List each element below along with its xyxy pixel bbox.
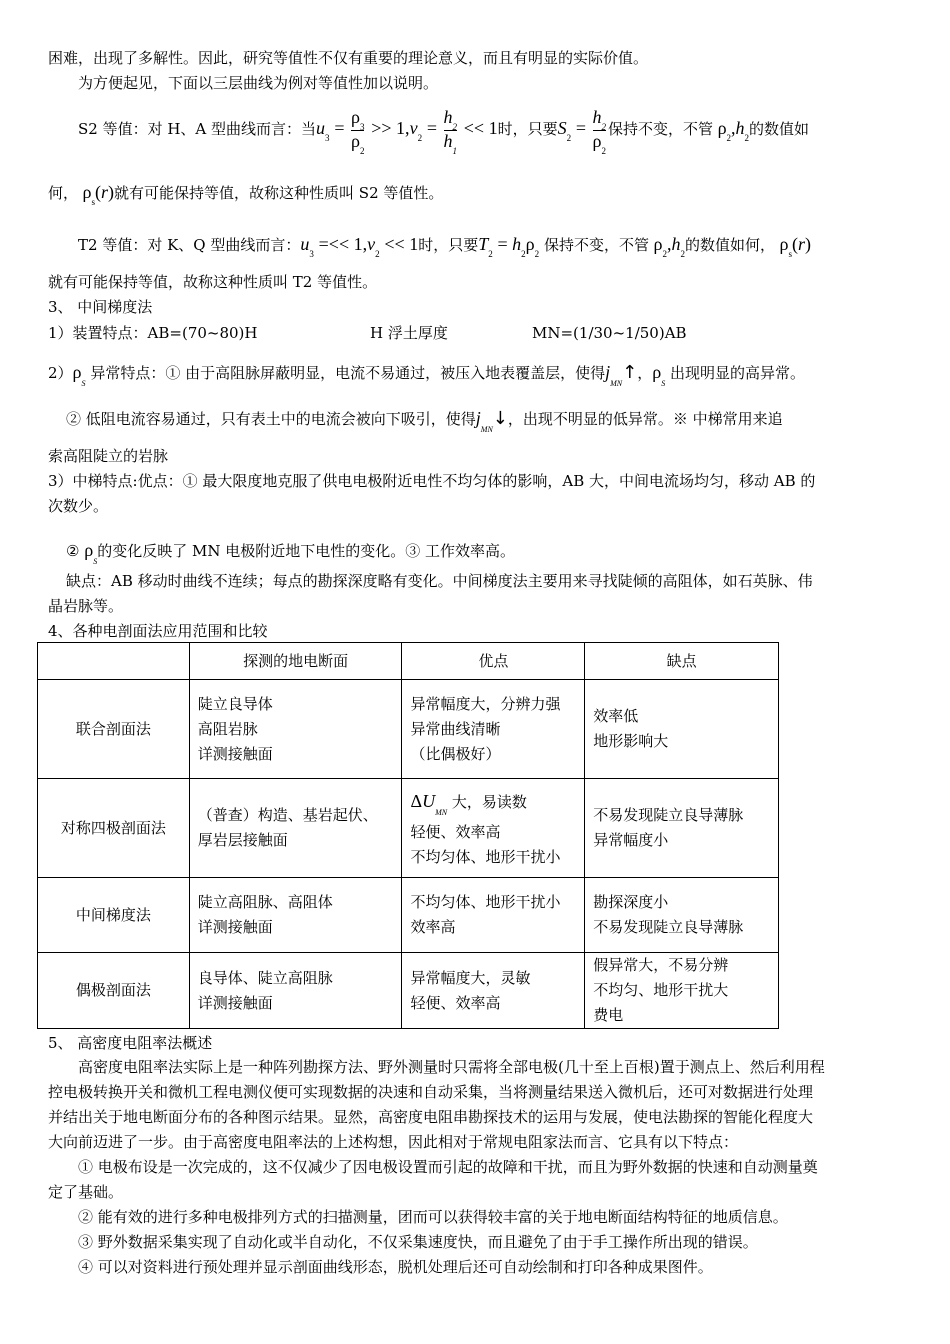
section-cell: 陡立良导体 高阻岩脉 详测接触面 [189,680,402,779]
method-cell: 偶极剖面法 [38,953,190,1029]
gradient-features-line-2: 次数少。 [48,497,109,515]
pros-cell: 异常幅度大，分辨力强 异常曲线清晰 （比偶极好） [402,680,585,779]
feature-item-1: ① 电极布设是一次完成的，这不仅减少了因电极设置而引起的故障和干扰，而且为野外数据的快速和自动测量奠 [78,1158,818,1176]
feature-item-3: ③ 野外数据采集实现了自动化或半自动化，不仅采集速度快，而且避免了由于手工操作所出现的错误。 [78,1233,758,1251]
section-cell: 陡立高阻脉、高阻体 详测接触面 [189,878,402,953]
cons-cell: 效率低 地形影响大 [585,680,779,779]
s2-equivalence-line: S2 等值：对 H、A 型曲线而言：当$u_3$ = $\frac{\rho_3}{\rho_2}$ >> $1,v_2$ = $\frac{h_2}{h_1}$ << 1时，只要$S_2$ = $\frac{h_2}{\rho_2}$ 保持不变，不管 $\rho_2,h_2$的数值如 [78,106,810,156]
cons-cell: 不易发现陡立良导薄脉 异常幅度小 [585,779,779,878]
anomaly-features-line: $2)\rho_S$ 异常特点：① 由于高阻脉屏蔽明显，电流不易通过，被压入地表覆盖层，使得$j_{MN}↑$，$\rho_S$ 出现明显的高异常。 [48,362,805,388]
pros-cell: 异常幅度大，灵敏 轻便、效率高 [402,953,585,1029]
t2-equivalence-line-2: 就有可能保持等值，故称这种性质叫 T2 等值性。 [48,273,378,291]
anomaly-features-line-3: 索高阻陡立的岩脉 [48,447,169,465]
header-cell: 缺点 [585,643,779,680]
section-5-paragraph-line-1: 高密度电阻率法实际上是一种阵列勘探方法、野外测量时只需将全部电极(几十至上百根)置于测点上、然后利用程 [78,1058,825,1076]
gradient-features-line-3: ② $\rho_S$的变化反映了 MN 电极附近地下电性的变化。③ 工作效率高。 [66,540,516,566]
device-features-h: H 浮土厚度 [370,324,448,342]
pros-cell: 不均匀体、地形干扰小 效率高 [402,878,585,953]
section-cell: 良导体、陡立高阻脉 详测接触面 [189,953,402,1029]
cons-cell: 勘探深度小 不易发现陡立良导薄脉 [585,878,779,953]
pros-cell: $\Delta U_{MN}$ 大，易读数 轻便、效率高 不均匀体、地形干扰小 [402,779,585,878]
section-cell: （普查）构造、基岩起伏、 厚岩层接触面 [189,779,402,878]
header-cell: 探测的地电断面 [189,643,402,680]
device-features-mn: MN=(1/30~1/50)AB [532,324,687,342]
anomaly-features-line-2: ② 低阻电流容易通过，只有表土中的电流会被向下吸引，使得$j_{MN}↓$，出现不明显的低异常。※ 中梯常用来追 [66,408,783,434]
section-5-paragraph-line-3: 并结出关于地电断面分布的各种图示结果。显然，高密度电阻串勘探技术的运用与发展，使电法勘探的智能化程度大 [48,1108,814,1126]
method-cell: 中间梯度法 [38,878,190,953]
section-4-title: 4、各种电剖面法应用范围和比较 [48,622,268,640]
feature-item-1-cont: 定了基础。 [48,1183,124,1201]
comparison-table [37,642,779,1029]
header-cell [38,643,190,680]
table-row [38,878,779,953]
table-row [38,779,779,878]
feature-item-4: ④ 可以对资料进行预处理并显示剖面曲线形态，脱机处理后还可自动绘制和打印各种成果图件。 [78,1258,713,1276]
cons-cell: 假异常大，不易分辨 不均匀、地形干扰大 费电 [585,953,779,1029]
table-row [38,953,779,1029]
header-cell: 优点 [402,643,585,680]
device-features: 1）装置特点：AB=(70~80)H [48,324,258,342]
gradient-cons-line: 缺点：AB 移动时曲线不连续；每点的勘探深度略有变化。中间梯度法主要用来寻找陡倾的高阻体，如石英脉、伟 [66,572,813,590]
intro-line-2: 为方便起见，下面以三层曲线为例对等值性加以说明。 [78,74,439,92]
section-3-title: 3、 中间梯度法 [48,298,153,316]
table-header-row [38,643,779,680]
method-cell: 联合剖面法 [38,680,190,779]
section-5-paragraph-line-2: 控电极转换开关和微机工程电测仪便可实现数据的决速和自动采集，当将测量结果送入微机后，还可对数据进行处理 [48,1083,814,1101]
table-row [38,680,779,779]
method-cell: 对称四极剖面法 [38,779,190,878]
section-5-title: 5、 高密度电阻率法概述 [48,1034,213,1052]
t2-equivalence-line: T2 等值：对 K、Q 型曲线而言：$u_3$ =<< $1,v_2 << 1$时，只要$T_2 = h_2\rho_2$ 保持不变，不管 $\rho_2,h_2$的数值如何， $\rho_s(r)$ [78,234,811,259]
gradient-cons-line-2: 晶岩脉等。 [48,597,124,615]
gradient-features-line: 3）中梯特点:优点：① 最大限度地克服了供电电极附近电性不均匀体的影响，AB 大，中间电流场均匀，移动 AB 的 [48,472,816,490]
intro-line-1: 困难，出现了多解性。因此，研究等值性不仅有重要的理论意义，而且有明显的实际价值。 [48,49,649,67]
feature-item-2: ② 能有效的进行多种电极排列方式的扫描测量，团而可以获得较丰富的关于地电断面结构特征的地质信息。 [78,1208,788,1226]
section-5-paragraph-line-4: 大向前迈进了一步。由于高密度电阻率法的上述构想，因此相对于常规电阻家法而言、它具有以下特点： [48,1133,739,1151]
s2-equivalence-line-2: 何， $\rho_s(r)$就有可能保持等值，故称这种性质叫 S2 等值性。 [48,182,444,207]
